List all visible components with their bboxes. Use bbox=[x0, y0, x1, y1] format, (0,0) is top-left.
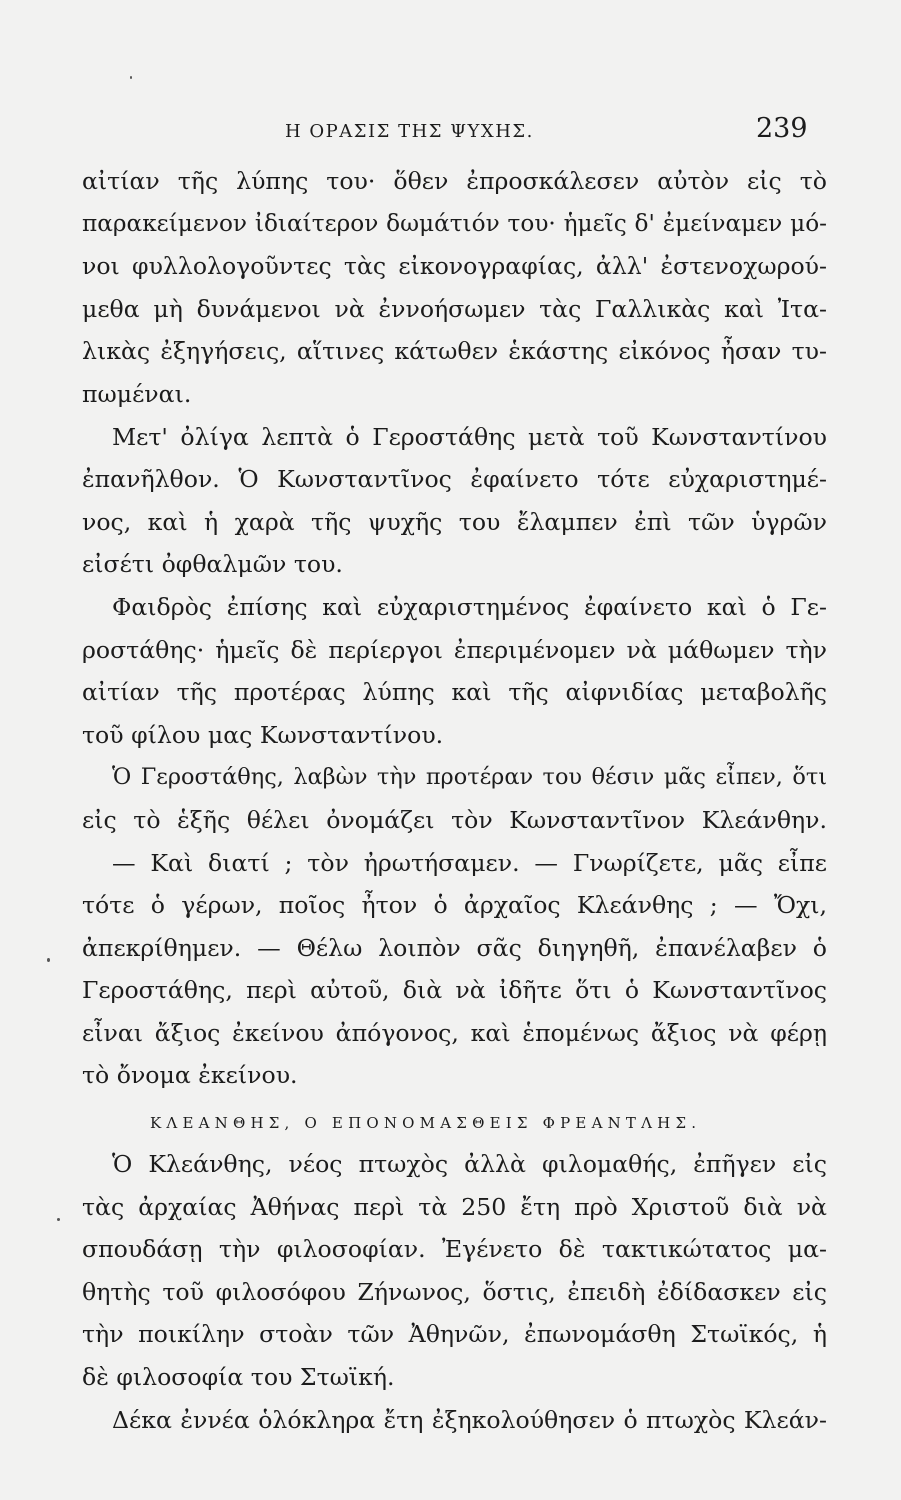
running-title: Η ΟΡΑΣΙΣ ΤΗΣ ΨΥΧΗΣ. bbox=[285, 121, 534, 142]
text-line: — Καὶ διατί ; τὸν ἠρωτήσαμεν. — Γνωρίζετε, μᾶς εἶπε bbox=[112, 848, 827, 877]
section-heading: ΚΛΕΑΝΘΗΣ, Ο ΕΠΟΝΟΜΑΣΘΕΙΣ ΦΡΕΑΝΤΛΗΣ. bbox=[150, 1114, 702, 1133]
text-line: εἰς τὸ ἑξῆς θέλει ὀνομάζει τὸν Κωνσταντῖνον Κλεάνθην. bbox=[82, 805, 827, 834]
text-line: μεθα μὴ δυνάμενοι νὰ ἐννοήσωμεν τὰς Γαλλικὰς καὶ Ἰτα- bbox=[82, 294, 827, 323]
text-line: εἶναι ἄξιος ἐκείνου ἀπόγονος, καὶ ἑπομένως ἄξιος νὰ φέρῃ bbox=[82, 1018, 827, 1047]
text-line: τοῦ φίλου μας Κωνσταντίνου. bbox=[82, 720, 444, 749]
text-line: θητὴς τοῦ φιλοσόφου Ζήνωνος, ὅστις, ἐπειδὴ ἐδίδασκεν εἰς bbox=[82, 1277, 827, 1306]
text-line: δὲ φιλοσοφία του Στωϊκή. bbox=[82, 1363, 395, 1392]
text-line: πωμέναι. bbox=[82, 379, 192, 408]
body-text bbox=[82, 160, 827, 1441]
text-line: αἰτίαν τῆς λύπης του· ὅθεν ἐπροσκάλεσεν αὐτὸν εἰς τὸ bbox=[82, 167, 827, 195]
text-line: τὸ ὄνομα ἐκείνου. bbox=[82, 1061, 298, 1090]
page-number: 239 bbox=[756, 113, 808, 144]
text-line: λικὰς ἐξηγήσεις, αἵτινες κάτωθεν ἑκάστης εἰκόνος ἦσαν τυ- bbox=[82, 337, 827, 366]
text-line: Ὁ Γεροστάθης, λαβὼν τὴν προτέραν του θέσιν μᾶς εἶπεν, ὅτι bbox=[112, 764, 827, 791]
text-line: αἰτίαν τῆς προτέρας λύπης καὶ τῆς αἰφνιδίας μεταβολῆς bbox=[82, 678, 827, 707]
print-speck bbox=[47, 958, 50, 962]
text-line: νος, καὶ ἡ χαρὰ τῆς ψυχῆς του ἔλαμπεν ἐπὶ τῶν ὑγρῶν bbox=[82, 507, 827, 536]
running-head bbox=[0, 113, 901, 153]
text-line: σπουδάσῃ τὴν φιλοσοφίαν. Ἐγένετο δὲ τακτικώτατος μα- bbox=[82, 1235, 827, 1264]
text-line: νοι φυλλολογοῦντες τὰς εἰκονογραφίας, ἀλλ' ἐστενοχωρού- bbox=[82, 252, 827, 281]
text-line: Δέκα ἐννέα ὁλόκληρα ἔτη ἐξηκολούθησεν ὁ πτωχὸς Κλεάν- bbox=[112, 1405, 827, 1434]
text-line: παρακείμενον ἰδιαίτερον δωμάτιόν του· ἡμεῖς δ' ἐμείναμεν μό- bbox=[82, 209, 827, 237]
text-line: ροστάθης· ἡμεῖς δὲ περίεργοι ἐπεριμένομεν νὰ μάθωμεν τὴν bbox=[82, 635, 827, 664]
text-line: τὰς ἀρχαίας Ἀθήνας περὶ τὰ 250 ἔτη πρὸ Χριστοῦ διὰ νὰ bbox=[82, 1192, 827, 1221]
text-line: Ὁ Κλεάνθης, νέος πτωχὸς ἀλλὰ φιλομαθής, ἐπῆγεν εἰς bbox=[112, 1150, 827, 1179]
text-line: τὴν ποικίλην στοὰν τῶν Ἀθηνῶν, ἐπωνομάσθη Στωϊκός, ἡ bbox=[82, 1320, 827, 1349]
text-line: ἀπεκρίθημεν. — Θέλω λοιπὸν σᾶς διηγηθῆ, ἐπανέλαβεν ὁ bbox=[82, 933, 827, 962]
text-line: ἐπανῆλθον. Ὁ Κωνσταντῖνος ἐφαίνετο τότε εὐχαριστημέ- bbox=[82, 465, 827, 494]
text-line: Γεροστάθης, περὶ αὐτοῦ, διὰ νὰ ἰδῆτε ὅτι ὁ Κωνσταντῖνος bbox=[82, 976, 827, 1005]
text-line: τότε ὁ γέρων, ποῖος ἦτον ὁ ἀρχαῖος Κλεάνθης ; — Ὄχι, bbox=[82, 891, 827, 920]
text-line: Φαιδρὸς ἐπίσης καὶ εὐχαριστημένος ἐφαίνετο καὶ ὁ Γε- bbox=[112, 592, 827, 621]
print-speck bbox=[57, 1218, 60, 1221]
text-line: εἰσέτι ὀφθαλμῶν του. bbox=[82, 550, 343, 579]
print-speck bbox=[130, 76, 132, 79]
text-line: Μετ' ὀλίγα λεπτὰ ὁ Γεροστάθης μετὰ τοῦ Κωνσταντίνου bbox=[112, 422, 827, 451]
